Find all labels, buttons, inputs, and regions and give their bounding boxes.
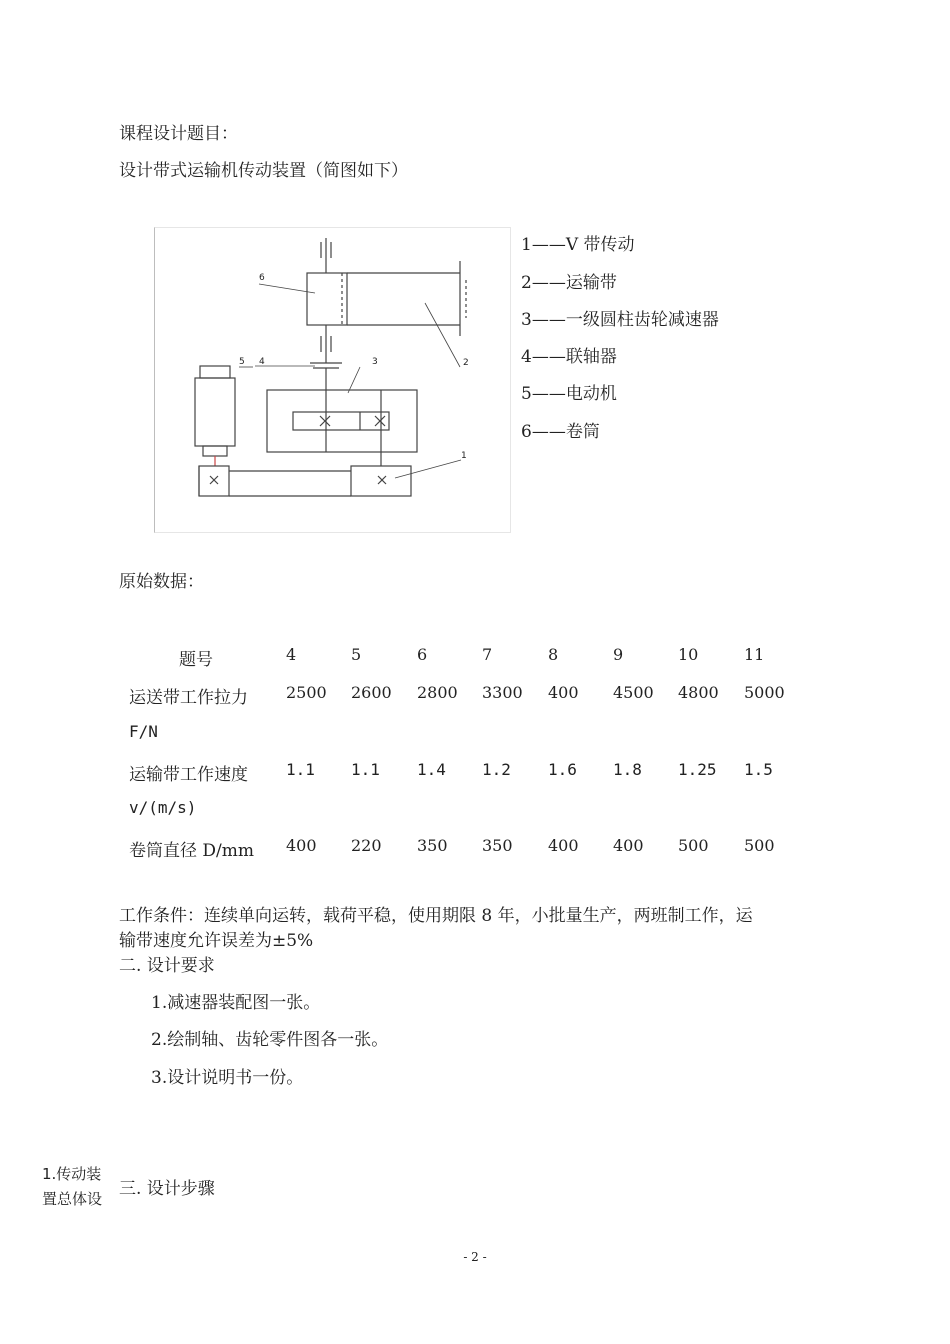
header-cell: 4: [286, 645, 297, 664]
figure-label-6: 6: [259, 273, 265, 283]
table-cell: 4500: [613, 683, 654, 702]
conditions-line-1: 工作条件：连续单向运转，载荷平稳，使用期限 8 年，小批量生产，两班制工作，运: [119, 906, 753, 926]
conditions-line-2: 输带速度允许误差为±5%: [119, 931, 314, 951]
table-cell: 1.6: [548, 760, 577, 779]
table-cell: 400: [548, 683, 579, 702]
legend-item-5: 5——电动机: [521, 384, 617, 404]
figure-label-2: 2: [463, 358, 469, 368]
topic-text: 设计带式运输机传动装置（简图如下）: [119, 161, 408, 181]
transmission-schematic: [155, 228, 510, 532]
header-cell: 11: [744, 645, 765, 664]
header-cell: 5: [351, 645, 362, 664]
legend-item-4: 4——联轴器: [521, 347, 617, 367]
table-cell: 1.1: [351, 760, 380, 779]
figure-label-5: 5: [239, 357, 245, 367]
header-cell: 题号: [179, 650, 213, 670]
table-cell: 1.1: [286, 760, 315, 779]
row-label: 运送带工作拉力: [129, 688, 248, 708]
table-cell: 1.25: [678, 760, 717, 779]
legend-item-1: 1——V 带传动: [521, 235, 635, 255]
header-cell: 10: [678, 645, 699, 664]
side-label-line-2: 置总体设: [42, 1190, 103, 1208]
table-cell: 350: [482, 836, 513, 855]
table-cell: 2500: [286, 683, 327, 702]
section-3-title: 三. 设计步骤: [119, 1179, 215, 1199]
row-label: 卷筒直径 D/mm: [129, 841, 255, 861]
page-number: - 2 -: [463, 1250, 487, 1264]
figure-label-4: 4: [259, 357, 265, 367]
legend-item-6: 6——卷筒: [521, 422, 600, 442]
raw-data-heading: 原始数据：: [119, 572, 204, 592]
section-2-title: 二. 设计要求: [119, 956, 215, 976]
table-cell: 2800: [417, 683, 458, 702]
requirement-item: 1.减速器装配图一张。: [151, 993, 321, 1013]
table-cell: 350: [417, 836, 448, 855]
table-cell: 400: [286, 836, 317, 855]
row-unit: F/N: [129, 722, 158, 741]
header-cell: 8: [548, 645, 559, 664]
figure-label-1: 1: [461, 451, 467, 461]
table-cell: 1.4: [417, 760, 446, 779]
table-cell: 1.5: [744, 760, 773, 779]
header-cell: 7: [482, 645, 493, 664]
table-cell: 3300: [482, 683, 523, 702]
table-cell: 1.8: [613, 760, 642, 779]
table-cell: 5000: [744, 683, 785, 702]
side-label-line-1: 1.传动装: [42, 1165, 102, 1183]
requirement-item: 3.设计说明书一份。: [151, 1068, 304, 1088]
topic-heading: 课程设计题目：: [119, 124, 238, 144]
table-cell: 400: [613, 836, 644, 855]
header-cell: 9: [613, 645, 624, 664]
table-cell: 220: [351, 836, 382, 855]
row-label: 运输带工作速度: [129, 765, 248, 785]
figure-label-3: 3: [372, 357, 378, 367]
table-cell: 2600: [351, 683, 392, 702]
table-cell: 1.2: [482, 760, 511, 779]
table-cell: 500: [744, 836, 775, 855]
header-cell: 6: [417, 645, 428, 664]
table-cell: 500: [678, 836, 709, 855]
table-cell: 400: [548, 836, 579, 855]
schematic-figure: [154, 227, 511, 533]
requirement-item: 2.绘制轴、齿轮零件图各一张。: [151, 1030, 389, 1050]
table-cell: 4800: [678, 683, 719, 702]
legend-item-2: 2——运输带: [521, 273, 617, 293]
legend-item-3: 3——一级圆柱齿轮减速器: [521, 310, 719, 330]
row-unit: v/(m/s): [129, 798, 197, 817]
